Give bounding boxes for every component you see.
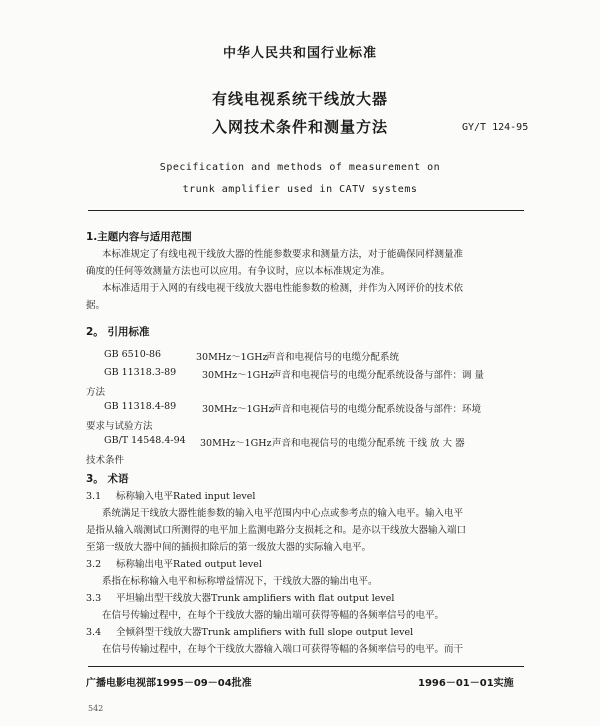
ref-title-cont: 方法 (86, 387, 106, 398)
term-text-line: 在信号传输过程中，在每个干线放大器的输出端可获得等幅的各频率信号的电平。 (102, 610, 445, 621)
ref-title-cont: 技术条件 (86, 455, 125, 466)
english-title-line-1: Specification and methods of measurement on (159, 162, 441, 173)
ref-code: GB 11318.3-89 (104, 367, 177, 378)
english-title-line-2: trunk amplifier used in CATV systems (182, 184, 418, 195)
ref-code: GB 6510-86 (104, 349, 162, 360)
page-number: 542 (88, 704, 104, 713)
footer-divider (88, 666, 524, 667)
ref-title: 声音和电视信号的电缆分配系统 干线 放 大 器 (272, 438, 465, 449)
term-text-line: 系指在标称输入电平和标称增益情况下，干线放大器的输出电平。 (102, 576, 378, 587)
term-number: 3.4 (86, 627, 102, 638)
ref-title-cont: 要求与试验方法 (86, 421, 153, 432)
ref-range: 30MHz～1GHz (200, 438, 272, 449)
term-title: 标称输出电平Rated output level (116, 559, 262, 570)
section-1-heading: 1.主题内容与适用范围 (86, 231, 192, 243)
ref-range: 30MHz～1GHz (202, 404, 274, 415)
term-title: 标称输入电平Rated input level (116, 491, 256, 502)
section-2-heading: 2。 引用标准 (86, 326, 150, 338)
term-text-line: 是指从输入端测试口所测得的电平加上监测电路分支损耗之和。是亦以干线放大器输入端口 (86, 525, 467, 536)
term-title: 平坦输出型干线放大器Trunk amplifiers with flat output level (116, 593, 395, 604)
standard-code: GY/T 124-95 (462, 122, 529, 133)
section-1-para-2-line-2: 据。 (86, 300, 106, 311)
title-line-1: 有线电视系统干线放大器 (211, 90, 388, 108)
ref-code: GB/T 14548.4-94 (104, 435, 186, 446)
ref-title: 声音和电视信号的电缆分配系统设备与部件：调 量 (272, 370, 485, 381)
term-number: 3.1 (86, 491, 102, 502)
approval-date: 广播电影电视部1995－09－04批准 (86, 678, 252, 689)
section-1-para-1-line-1: 本标准规定了有线电视干线放大器的性能参数要求和测量方法，对于能确保同样测量准 (102, 249, 464, 260)
ref-range: 30MHz～1GHz (202, 370, 274, 381)
term-title: 全倾斜型干线放大器Trunk amplifiers with full slope output level (116, 627, 414, 638)
section-1-para-2-line-1: 本标准适用于入网的有线电视干线放大器电性能参数的检测，并作为入网评价的技术依 (102, 283, 464, 294)
implementation-date: 1996－01－01实施 (418, 678, 514, 689)
term-number: 3.2 (86, 559, 102, 570)
term-text-line: 在信号传输过程中，在每个干线放大器输入端口可获得等幅的各频率信号的电平。而干 (102, 644, 464, 655)
term-number: 3.3 (86, 593, 102, 604)
ref-code: GB 11318.4-89 (104, 401, 177, 412)
term-text-line: 系统满足干线放大器性能参数的输入电平范围内中心点或参考点的输入电平。输入电平 (102, 508, 464, 519)
section-1-para-1-line-2: 确度的任何等效测量方法也可以应用。有争议时，应以本标准规定为准。 (86, 266, 391, 277)
section-3-heading: 3。 术语 (86, 473, 129, 485)
ref-title: 声音和电视信号的电缆分配系统 (266, 352, 400, 363)
ref-range: 30MHz～1GHz (196, 352, 268, 363)
header-divider (88, 210, 524, 211)
standard-type: 中华人民共和国行业标准 (222, 46, 377, 61)
ref-title: 声音和电视信号的电缆分配系统设备与部件：环境 (272, 404, 482, 415)
title-line-2: 入网技术条件和测量方法 (211, 118, 388, 136)
term-text-line: 至第一级放大器中间的插损扣除后的第一级放大器的实际输入电平。 (86, 542, 372, 553)
